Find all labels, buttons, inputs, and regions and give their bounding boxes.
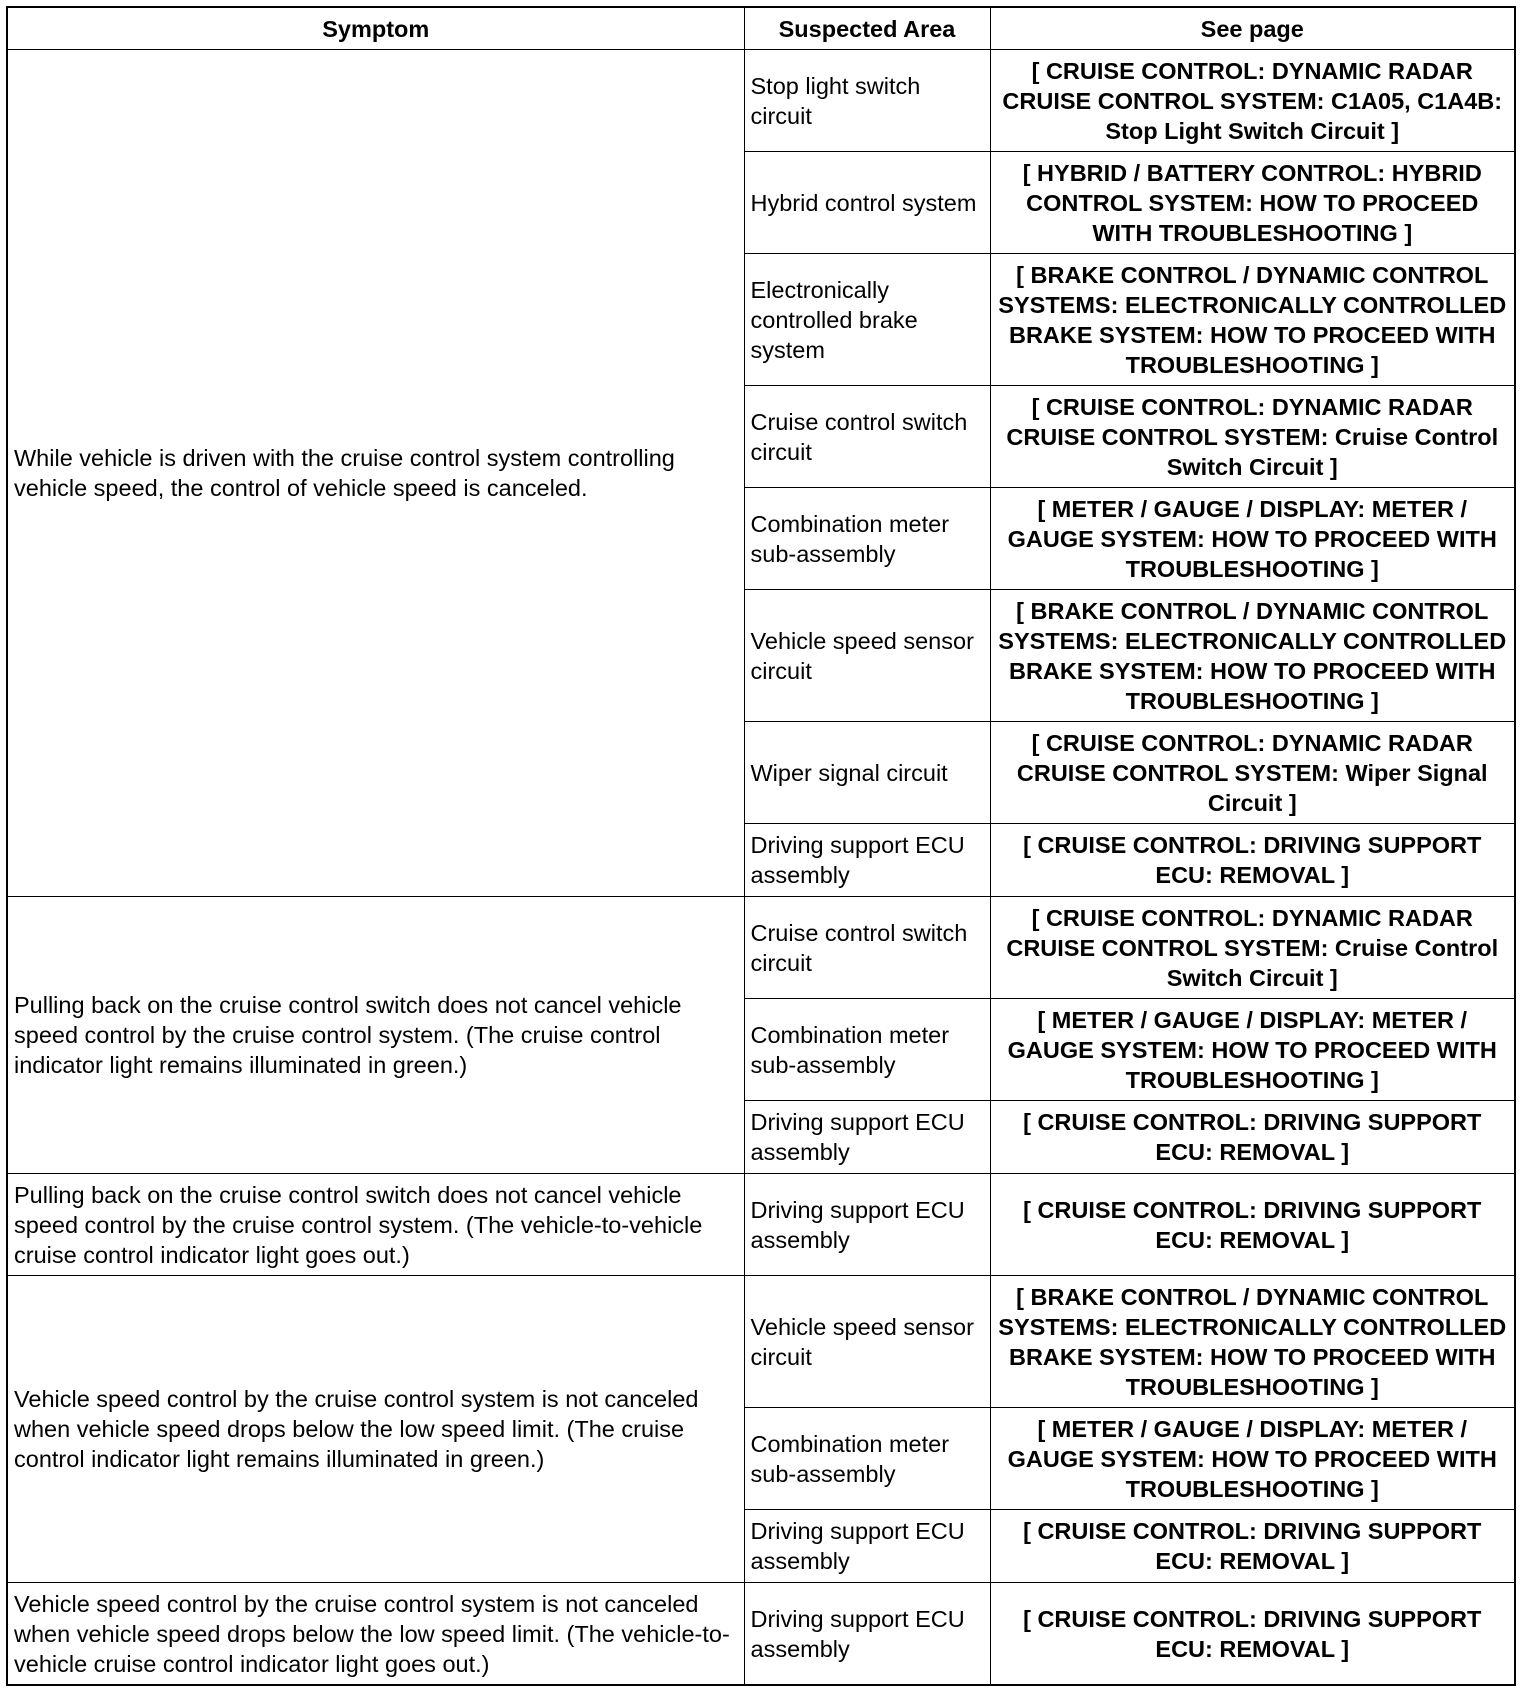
see-page-link[interactable]: [ BRAKE CONTROL / DYNAMIC CONTROL SYSTEMS: ELECTRONICALLY CONTROLLED BRAKE SYSTEM: HOW TO PROCEED WITH TROUBLESHOOTING ] (990, 590, 1515, 722)
table-row (7, 50, 1515, 152)
see-page-link[interactable]: [ METER / GAUGE / DISPLAY: METER / GAUGE SYSTEM: HOW TO PROCEED WITH TROUBLESHOOTING ] (990, 488, 1515, 590)
suspected-area-cell: Stop light switch circuit (744, 50, 990, 152)
see-page-link[interactable]: [ CRUISE CONTROL: DRIVING SUPPORT ECU: REMOVAL ] (990, 1510, 1515, 1583)
table-row (7, 1276, 1515, 1408)
suspected-area-cell: Combination meter sub-assembly (744, 488, 990, 590)
symptom-cell: Vehicle speed control by the cruise control system is not canceled when vehicle speed drops below the low speed limit. (The cruise control indicator light remains illuminated in green.) (7, 1276, 744, 1583)
see-page-link[interactable]: [ CRUISE CONTROL: DRIVING SUPPORT ECU: REMOVAL ] (990, 1583, 1515, 1685)
suspected-area-cell: Wiper signal circuit (744, 722, 990, 824)
see-page-link[interactable]: [ BRAKE CONTROL / DYNAMIC CONTROL SYSTEMS: ELECTRONICALLY CONTROLLED BRAKE SYSTEM: HOW TO PROCEED WITH TROUBLESHOOTING ] (990, 1276, 1515, 1408)
see-page-link[interactable]: [ CRUISE CONTROL: DYNAMIC RADAR CRUISE CONTROL SYSTEM: Cruise Control Switch Circuit ] (990, 386, 1515, 488)
suspected-area-cell: Vehicle speed sensor circuit (744, 1276, 990, 1408)
symptom-cell: Pulling back on the cruise control switch does not cancel vehicle speed control by the cruise control system. (The cruise control indicator light remains illuminated in green.) (7, 897, 744, 1174)
header-suspected-area: Suspected Area (744, 7, 990, 50)
header-row (7, 7, 1515, 50)
suspected-area-cell: Driving support ECU assembly (744, 1510, 990, 1583)
see-page-link[interactable]: [ CRUISE CONTROL: DRIVING SUPPORT ECU: REMOVAL ] (990, 1101, 1515, 1174)
suspected-area-cell: Cruise control switch circuit (744, 897, 990, 999)
see-page-link[interactable]: [ BRAKE CONTROL / DYNAMIC CONTROL SYSTEMS: ELECTRONICALLY CONTROLLED BRAKE SYSTEM: HOW TO PROCEED WITH TROUBLESHOOTING ] (990, 254, 1515, 386)
see-page-link[interactable]: [ CRUISE CONTROL: DRIVING SUPPORT ECU: REMOVAL ] (990, 824, 1515, 897)
see-page-link[interactable]: [ HYBRID / BATTERY CONTROL: HYBRID CONTROL SYSTEM: HOW TO PROCEED WITH TROUBLESHOOTING ] (990, 152, 1515, 254)
see-page-link[interactable]: [ CRUISE CONTROL: DYNAMIC RADAR CRUISE CONTROL SYSTEM: C1A05, C1A4B: Stop Light Switch Circuit ] (990, 50, 1515, 152)
suspected-area-cell: Combination meter sub-assembly (744, 1408, 990, 1510)
see-page-link[interactable]: [ METER / GAUGE / DISPLAY: METER / GAUGE SYSTEM: HOW TO PROCEED WITH TROUBLESHOOTING ] (990, 1408, 1515, 1510)
see-page-link[interactable]: [ METER / GAUGE / DISPLAY: METER / GAUGE SYSTEM: HOW TO PROCEED WITH TROUBLESHOOTING ] (990, 999, 1515, 1101)
see-page-link[interactable]: [ CRUISE CONTROL: DYNAMIC RADAR CRUISE CONTROL SYSTEM: Wiper Signal Circuit ] (990, 722, 1515, 824)
table-row (7, 897, 1515, 999)
table-row (7, 1583, 1515, 1685)
suspected-area-cell: Cruise control switch circuit (744, 386, 990, 488)
suspected-area-cell: Driving support ECU assembly (744, 1583, 990, 1685)
symptom-cell: Pulling back on the cruise control switch does not cancel vehicle speed control by the cruise control system. (The vehicle-to-vehicle cruise control indicator light goes out.) (7, 1174, 744, 1276)
suspected-area-cell: Hybrid control system (744, 152, 990, 254)
suspected-area-cell: Vehicle speed sensor circuit (744, 590, 990, 722)
see-page-link[interactable]: [ CRUISE CONTROL: DRIVING SUPPORT ECU: REMOVAL ] (990, 1174, 1515, 1276)
suspected-area-cell: Driving support ECU assembly (744, 1174, 990, 1276)
suspected-area-cell: Electronically controlled brake system (744, 254, 990, 386)
table-row (7, 1174, 1515, 1276)
suspected-area-cell: Driving support ECU assembly (744, 1101, 990, 1174)
suspected-area-cell: Driving support ECU assembly (744, 824, 990, 897)
header-symptom: Symptom (7, 7, 744, 50)
troubleshooting-table (6, 6, 1516, 1686)
header-see-page: See page (990, 7, 1515, 50)
see-page-link[interactable]: [ CRUISE CONTROL: DYNAMIC RADAR CRUISE CONTROL SYSTEM: Cruise Control Switch Circuit ] (990, 897, 1515, 999)
symptom-cell: Vehicle speed control by the cruise control system is not canceled when vehicle speed drops below the low speed limit. (The vehicle-to-vehicle cruise control indicator light goes out.) (7, 1583, 744, 1685)
symptom-cell: While vehicle is driven with the cruise control system controlling vehicle speed, the control of vehicle speed is canceled. (7, 50, 744, 897)
suspected-area-cell: Combination meter sub-assembly (744, 999, 990, 1101)
